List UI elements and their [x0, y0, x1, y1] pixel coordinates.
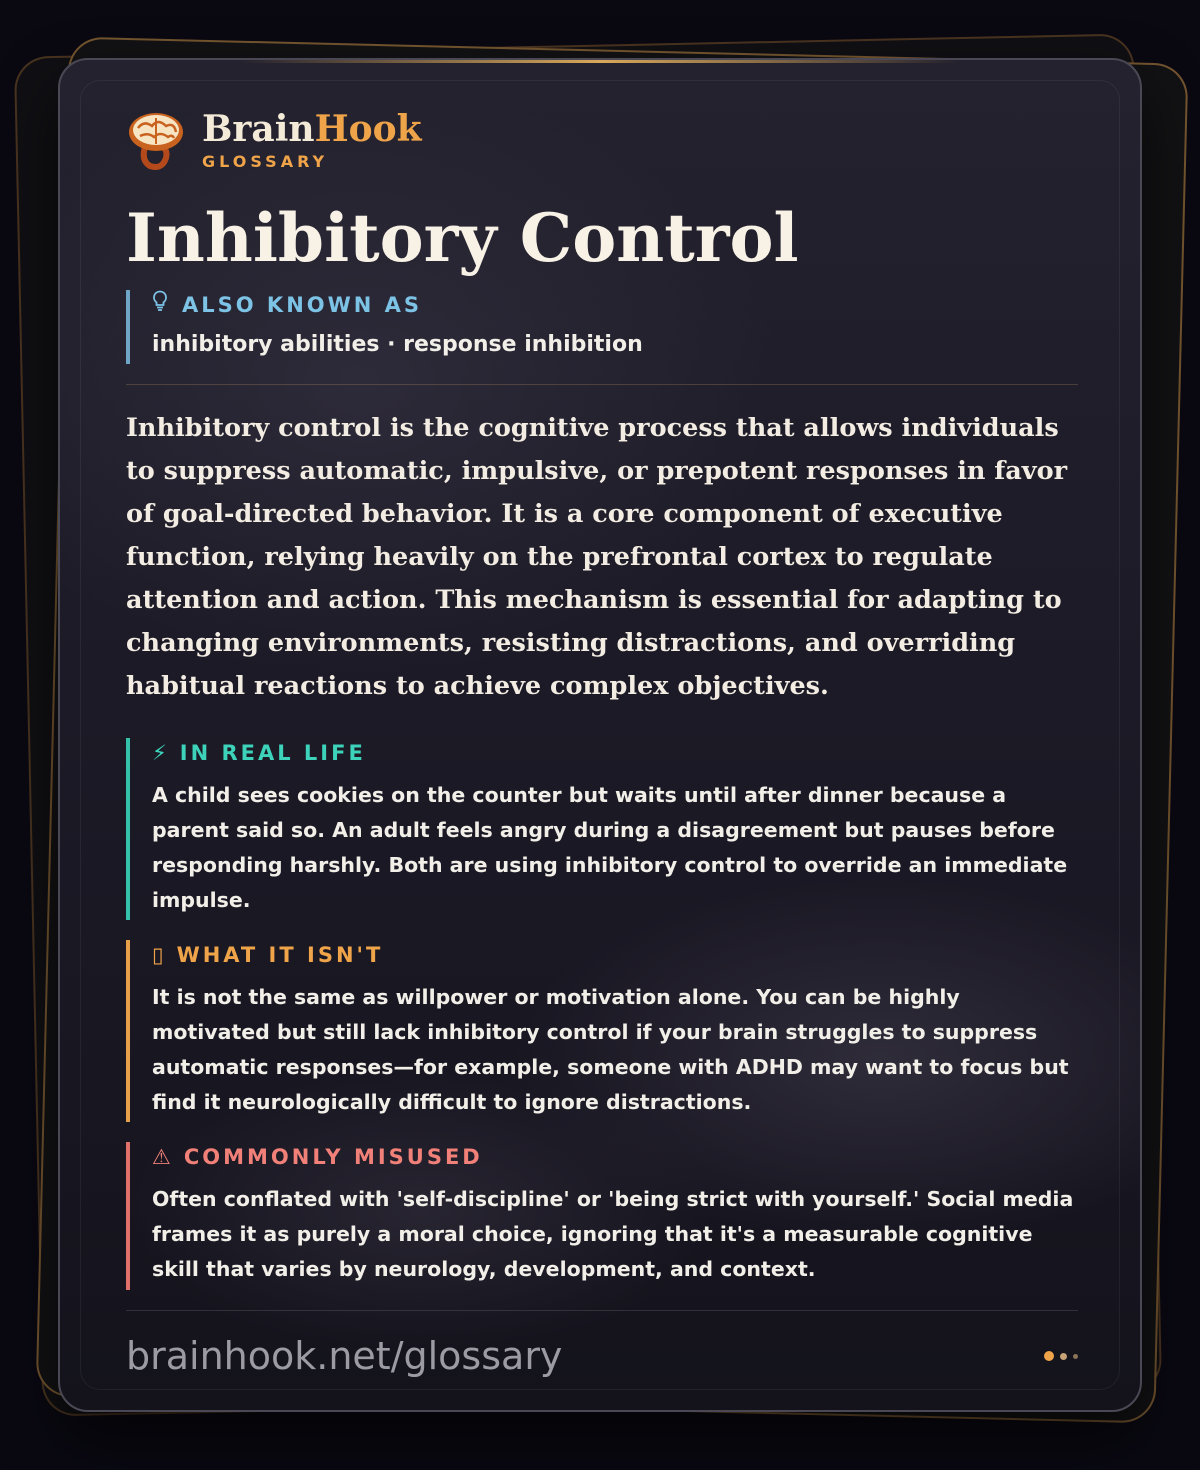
term-definition: Inhibitory control is the cognitive process that allows individuals to suppress automatic, impulsive, or prepotent responses in favor of goal-directed behavior. It is a core component of executive function, relying heavily on the prefrontal cortex to regulate attention and action. This mechanism is essential for adapting to changing environments, resisting distractions, and overriding habitual reactions to achieve complex objectives. [126, 413, 1068, 701]
divider [126, 384, 1078, 385]
brand-text [202, 107, 422, 171]
what-it-isnt-heading [152, 940, 1078, 970]
page-dot [1060, 1353, 1067, 1360]
real-life-text: A child sees cookies on the counter but waits until after dinner because a parent said so. An adult feels angry during a disagreement but pauses before responding harshly. Both are using inhibitory control to override an immediate impulse. [152, 783, 1068, 912]
brand-header [126, 106, 1078, 174]
also-known-as-label: ALSO KNOWN AS [182, 293, 423, 317]
also-known-as-terms: inhibitory abilities · response inhibition [152, 332, 643, 357]
footer [126, 1311, 1078, 1401]
brain-hook-icon [126, 110, 186, 170]
card-content [126, 106, 1078, 1401]
lightning-icon: ⚡ [152, 741, 170, 765]
footer-url[interactable]: brainhook.net/glossary [126, 1334, 563, 1378]
missing-glyph-icon: ▯ [152, 943, 167, 967]
real-life-label: IN REAL LIFE [179, 741, 366, 765]
commonly-misused-text: Often conflated with 'self-discipline' or 'being strict with yourself.' Social media frames it as purely a moral choice, ignoring that it's a measurable cognitive skill that varies by neurology, development, and context. [152, 1187, 1074, 1281]
what-it-isnt-label: WHAT IT ISN'T [176, 943, 384, 967]
real-life-section [126, 738, 1078, 920]
brand-subtitle: GLOSSARY [202, 151, 329, 171]
warning-icon: ⚠ [152, 1145, 174, 1169]
also-known-as-block [126, 290, 1078, 364]
commonly-misused-label: COMMONLY MISUSED [183, 1145, 483, 1169]
term-title: Inhibitory Control [126, 199, 799, 277]
glossary-card [58, 58, 1142, 1412]
what-it-isnt-text: It is not the same as willpower or motivation alone. You can be highly motivated but still lack inhibitory control if your brain struggles to suppress automatic responses—for example, someone with ADHD may want to focus but find it neurologically difficult to ignore distractions. [152, 985, 1069, 1114]
real-life-heading [152, 738, 1078, 768]
lightbulb-icon [152, 290, 174, 320]
brand-name [202, 107, 422, 150]
commonly-misused-section [126, 1142, 1078, 1290]
brand-name-part2: Hook [314, 107, 422, 150]
page-dot-active [1044, 1351, 1054, 1361]
commonly-misused-heading [152, 1142, 1078, 1172]
brand-name-part1: Brain [202, 107, 315, 150]
also-known-as-label-row [152, 290, 1078, 320]
page-dot [1073, 1354, 1078, 1359]
page-dots [1044, 1351, 1078, 1361]
what-it-isnt-section [126, 940, 1078, 1122]
